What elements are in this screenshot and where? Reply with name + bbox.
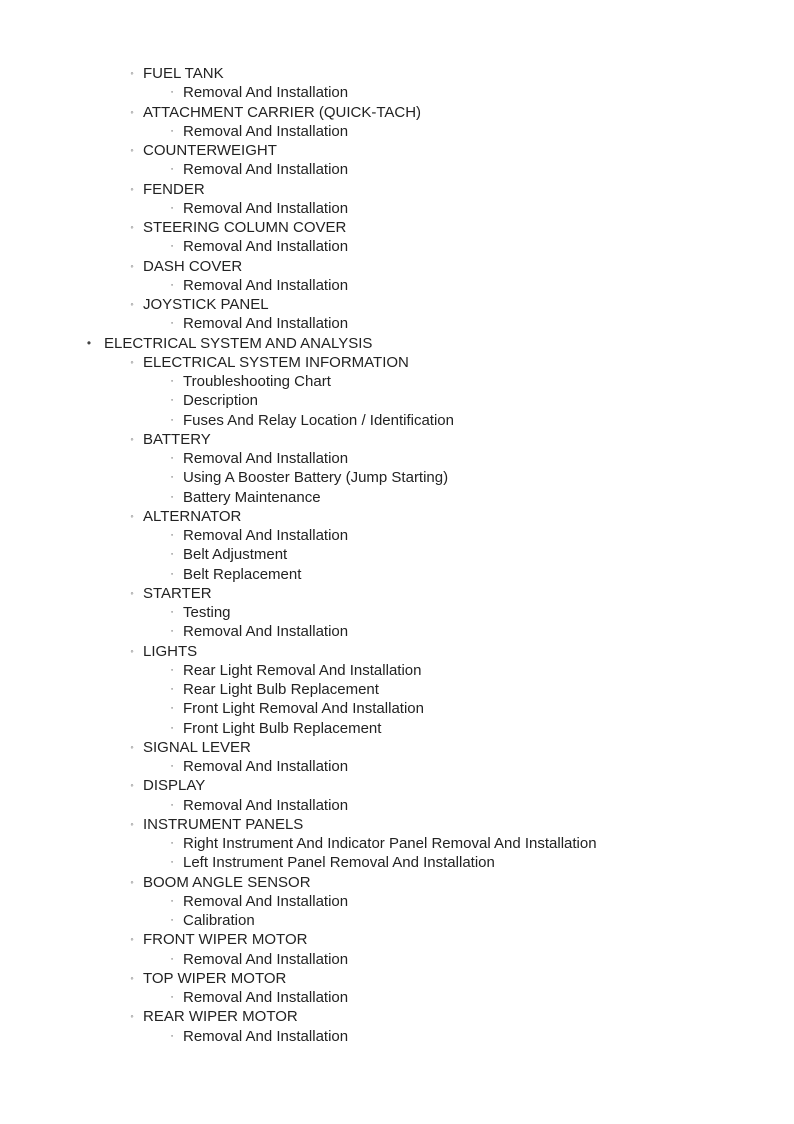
toc-entry-label: Removal And Installation bbox=[183, 1027, 349, 1045]
toc-chapter bbox=[0, 1007, 794, 1026]
toc-entry-label: Fuses And Relay Location / Identification bbox=[183, 411, 454, 429]
toc-chapter bbox=[0, 103, 794, 122]
toc-entry-label: TOP WIPER MOTOR bbox=[143, 969, 287, 987]
bullet-icon: ◦ bbox=[130, 934, 134, 945]
bullet-icon: ◦ bbox=[130, 145, 134, 155]
toc-entry-label: Description bbox=[183, 392, 259, 410]
toc-entry bbox=[0, 411, 794, 430]
toc-entry bbox=[0, 276, 794, 295]
toc-entry-label: ALTERNATOR bbox=[143, 507, 242, 525]
toc-entry-label: Removal And Installation bbox=[183, 892, 349, 910]
bullet-icon: ◦ bbox=[170, 686, 174, 693]
toc-entry-label: Front Light Removal And Installation bbox=[183, 700, 424, 718]
bullet-icon: ◦ bbox=[170, 570, 174, 578]
bullet-icon: ◦ bbox=[130, 741, 134, 752]
toc-entry bbox=[0, 988, 794, 1007]
toc-entry-label: Removal And Installation bbox=[183, 161, 349, 179]
bullet-icon: ◦ bbox=[130, 299, 134, 309]
toc-chapter bbox=[0, 507, 794, 526]
bullet-icon: ◦ bbox=[170, 1032, 174, 1040]
table-of-contents bbox=[0, 64, 794, 1046]
toc-entry-label: Removal And Installation bbox=[183, 623, 349, 641]
toc-entry-label: FRONT WIPER MOTOR bbox=[143, 931, 308, 949]
toc-entry-label: DASH COVER bbox=[143, 257, 243, 275]
bullet-icon: ◦ bbox=[170, 763, 174, 770]
toc-entry bbox=[0, 892, 794, 911]
toc-entry-label: FENDER bbox=[143, 180, 205, 198]
toc-entry-label: LIGHTS bbox=[143, 642, 198, 660]
toc-entry-label: REAR WIPER MOTOR bbox=[143, 1008, 298, 1026]
bullet-icon: ◦ bbox=[130, 260, 134, 271]
bullet-icon: ◦ bbox=[170, 532, 174, 539]
bullet-icon: ◦ bbox=[130, 1011, 134, 1022]
toc-entry bbox=[0, 950, 794, 969]
toc-section bbox=[0, 334, 794, 353]
bullet-icon: ◦ bbox=[170, 609, 174, 616]
bullet-icon: ◦ bbox=[170, 416, 174, 424]
toc-entry bbox=[0, 468, 794, 487]
toc-entry-label: Removal And Installation bbox=[183, 758, 349, 775]
toc-entry bbox=[0, 680, 794, 699]
toc-chapter bbox=[0, 141, 794, 160]
toc-chapter bbox=[0, 257, 794, 276]
bullet-icon: ◦ bbox=[170, 127, 174, 135]
toc-entry-label: INSTRUMENT PANELS bbox=[143, 815, 304, 833]
bullet-icon: ◦ bbox=[170, 455, 174, 462]
toc-entry-label: Removal And Installation bbox=[183, 989, 349, 1006]
toc-entry bbox=[0, 372, 794, 391]
toc-entry bbox=[0, 314, 794, 333]
toc-chapter bbox=[0, 815, 794, 834]
toc-entry-label: COUNTERWEIGHT bbox=[143, 142, 277, 159]
toc-entry-label: Testing bbox=[183, 604, 231, 621]
bullet-icon: ◦ bbox=[170, 724, 174, 732]
bullet-icon: ◦ bbox=[170, 204, 174, 212]
toc-entry-label: BOOM ANGLE SENSOR bbox=[143, 873, 311, 891]
bullet-icon: ◦ bbox=[130, 510, 134, 521]
bullet-icon: ◦ bbox=[170, 859, 174, 867]
toc-entry bbox=[0, 834, 794, 853]
toc-entry bbox=[0, 757, 794, 776]
toc-entry bbox=[0, 488, 794, 507]
bullet-icon: ◦ bbox=[130, 645, 134, 656]
toc-entry bbox=[0, 1027, 794, 1046]
toc-chapter bbox=[0, 64, 794, 83]
toc-entry bbox=[0, 603, 794, 622]
bullet-icon: ◦ bbox=[130, 972, 134, 983]
toc-entry bbox=[0, 719, 794, 738]
toc-entry-label: Troubleshooting Chart bbox=[183, 373, 331, 390]
bullet-icon: ◦ bbox=[130, 356, 134, 367]
toc-entry bbox=[0, 199, 794, 218]
toc-chapter bbox=[0, 873, 794, 892]
toc-entry-label: Right Instrument And Indicator Panel Removal And Installation bbox=[183, 835, 597, 852]
toc-entry-label: ATTACHMENT CARRIER (QUICK-TACH) bbox=[143, 103, 422, 121]
toc-entry-label: STEERING COLUMN COVER bbox=[143, 219, 347, 236]
toc-entry bbox=[0, 449, 794, 468]
toc-entry-label: Removal And Installation bbox=[183, 238, 349, 256]
bullet-icon: ◦ bbox=[170, 493, 174, 501]
bullet-icon: ◦ bbox=[130, 780, 134, 791]
toc-chapter bbox=[0, 218, 794, 237]
toc-chapter bbox=[0, 295, 794, 314]
toc-entry-label: Removal And Installation bbox=[183, 276, 349, 294]
toc-entry bbox=[0, 699, 794, 718]
toc-entry bbox=[0, 565, 794, 584]
toc-entry bbox=[0, 237, 794, 256]
bullet-icon: ◦ bbox=[170, 243, 174, 251]
toc-entry bbox=[0, 122, 794, 141]
toc-chapter bbox=[0, 776, 794, 795]
bullet-icon: ◦ bbox=[170, 628, 174, 636]
bullet-icon: ◦ bbox=[130, 818, 134, 829]
bullet-icon: ◦ bbox=[170, 397, 174, 405]
bullet-icon: ◦ bbox=[170, 666, 174, 674]
toc-entry-label: STARTER bbox=[143, 584, 212, 602]
toc-entry-label: Using A Booster Battery (Jump Starting) bbox=[183, 469, 449, 487]
toc-entry-label: Removal And Installation bbox=[183, 527, 349, 544]
bullet-icon: ◦ bbox=[170, 551, 174, 559]
toc-entry-label: ELECTRICAL SYSTEM INFORMATION bbox=[143, 353, 409, 371]
toc-entry-label: SIGNAL LEVER bbox=[143, 738, 251, 756]
toc-chapter bbox=[0, 180, 794, 199]
bullet-icon: ◦ bbox=[170, 378, 174, 385]
bullet-icon: ◦ bbox=[130, 587, 134, 598]
bullet-icon: ◦ bbox=[130, 433, 134, 444]
toc-entry bbox=[0, 391, 794, 410]
toc-entry bbox=[0, 853, 794, 872]
toc-entry bbox=[0, 911, 794, 930]
toc-entry-label: Calibration bbox=[183, 912, 255, 929]
bullet-icon: ◦ bbox=[130, 68, 134, 78]
toc-entry-label: Removal And Installation bbox=[183, 199, 349, 217]
bullet-icon: ◦ bbox=[130, 106, 134, 117]
toc-chapter bbox=[0, 584, 794, 603]
toc-chapter bbox=[0, 738, 794, 757]
bullet-icon: ◦ bbox=[130, 876, 134, 887]
bullet-icon: ◦ bbox=[170, 840, 174, 847]
toc-entry-label: ELECTRICAL SYSTEM AND ANALYSIS bbox=[104, 334, 373, 352]
toc-entry-label: BATTERY bbox=[143, 430, 211, 448]
toc-chapter bbox=[0, 642, 794, 661]
toc-entry-label: Removal And Installation bbox=[183, 84, 349, 102]
bullet-icon: ◦ bbox=[130, 183, 134, 194]
bullet-icon: ◦ bbox=[130, 222, 134, 232]
toc-entry bbox=[0, 622, 794, 641]
bullet-icon: • bbox=[86, 335, 92, 350]
bullet-icon: ◦ bbox=[170, 705, 174, 713]
toc-entry bbox=[0, 796, 794, 815]
bullet-icon: ◦ bbox=[170, 281, 174, 289]
toc-entry bbox=[0, 83, 794, 102]
toc-entry bbox=[0, 545, 794, 564]
toc-entry-label: Removal And Installation bbox=[183, 950, 349, 968]
toc-entry-label: Left Instrument Panel Removal And Installation bbox=[183, 854, 495, 872]
bullet-icon: ◦ bbox=[170, 955, 174, 963]
toc-chapter bbox=[0, 430, 794, 449]
bullet-icon: ◦ bbox=[170, 474, 174, 482]
toc-entry-label: Belt Replacement bbox=[183, 565, 302, 583]
bullet-icon: ◦ bbox=[170, 917, 174, 924]
toc-entry-label: Front Light Bulb Replacement bbox=[183, 719, 382, 737]
toc-entry-label: Battery Maintenance bbox=[183, 488, 321, 506]
toc-entry-label: Removal And Installation bbox=[183, 315, 349, 333]
toc-entry-label: Rear Light Removal And Installation bbox=[183, 661, 422, 679]
toc-entry-label: FUEL TANK bbox=[143, 65, 224, 82]
toc-entry bbox=[0, 160, 794, 179]
toc-entry-label: Removal And Installation bbox=[183, 796, 349, 814]
toc-entry-label: DISPLAY bbox=[143, 777, 206, 795]
toc-chapter bbox=[0, 969, 794, 988]
toc-entry bbox=[0, 526, 794, 545]
toc-entry-label: Removal And Installation bbox=[183, 450, 349, 467]
bullet-icon: ◦ bbox=[170, 320, 174, 328]
bullet-icon: ◦ bbox=[170, 89, 174, 97]
toc-entry-label: JOYSTICK PANEL bbox=[143, 296, 269, 313]
toc-chapter bbox=[0, 353, 794, 372]
toc-entry-label: Removal And Installation bbox=[183, 122, 349, 140]
bullet-icon: ◦ bbox=[170, 897, 174, 905]
toc-entry-label: Rear Light Bulb Replacement bbox=[183, 681, 379, 698]
bullet-icon: ◦ bbox=[170, 166, 174, 174]
toc-entry bbox=[0, 661, 794, 680]
toc-chapter bbox=[0, 930, 794, 949]
bullet-icon: ◦ bbox=[170, 994, 174, 1001]
toc-entry-label: Belt Adjustment bbox=[183, 546, 288, 564]
bullet-icon: ◦ bbox=[170, 801, 174, 809]
